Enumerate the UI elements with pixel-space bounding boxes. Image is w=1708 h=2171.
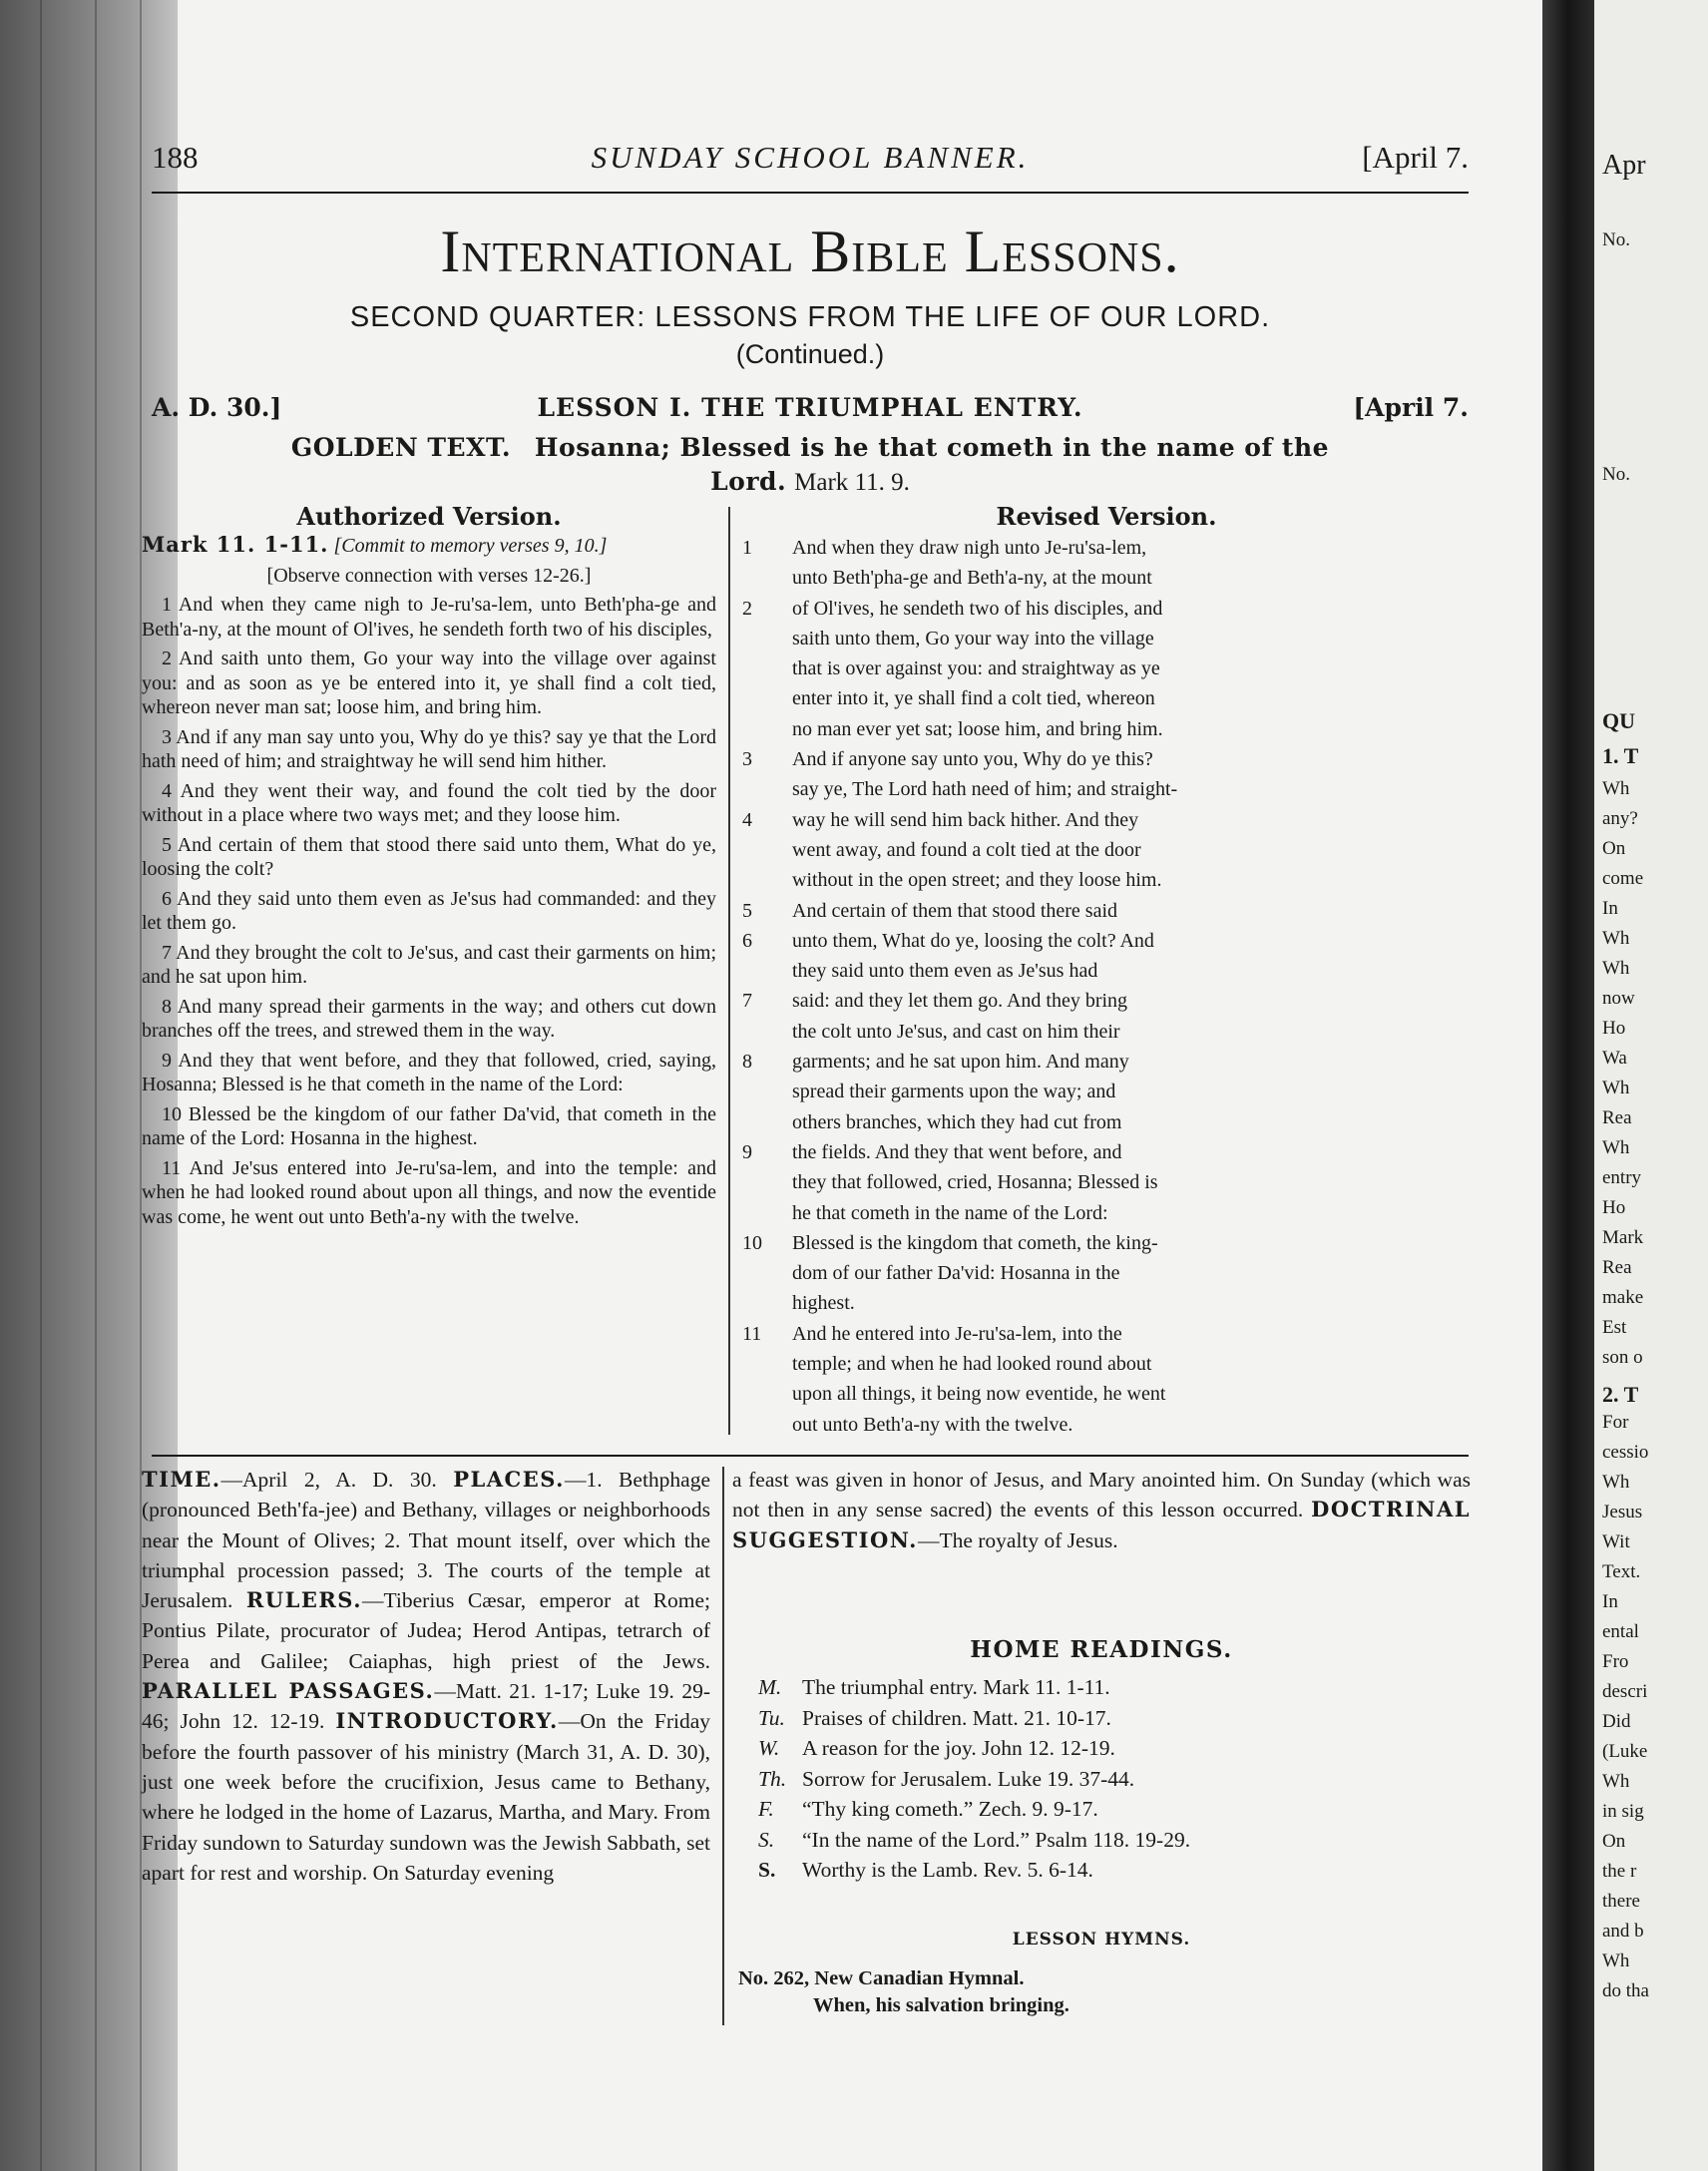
golden-text-line1: Hosanna; Blessed is he that cometh in the name of the [534,433,1330,462]
authorized-ref-note: [Commit to memory verses 9, 10.] [333,535,608,557]
column-divider [728,507,730,1435]
authorized-verse: 1 And when they came nigh to Je-ru'sa-lem, unto Beth'pha-ge and Beth'a-ny, at the mount of Ol'ives, he sendeth forth two of his disciples, [142,594,716,641]
next-page-fragment: Est [1602,1317,1627,1338]
revised-line-text: the fields. And they that went before, and [792,1140,1122,1163]
next-page-fragment: do tha [1602,1980,1649,2001]
revised-line [742,624,1471,653]
next-page-fragment: Ho [1602,1197,1626,1218]
revised-line [742,926,1471,956]
reading-day: W. [758,1736,780,1760]
revised-line [742,1349,1471,1379]
time-label: TIME. [142,1467,221,1492]
reading-day: M. [758,1675,782,1699]
parallel-text: —Matt. 21. 1-17; Luke 19. 29-46; John 12. 12-19. [142,1679,710,1734]
next-page-fragment: Wh [1602,958,1630,979]
reading-text: A reason for the joy. John 12. 12-19. [802,1736,1115,1760]
revised-line [742,1379,1471,1409]
revised-line-text: said: and they let them go. And they bring [792,990,1128,1013]
verse-number: 2 [742,597,752,620]
next-page-fragment: descri [1602,1681,1648,1702]
reading-item [758,1855,1457,1886]
revised-line-text: out unto Beth'a-ny with the twelve. [792,1413,1073,1436]
revised-line [742,896,1471,926]
revised-line [742,1288,1471,1318]
next-page-fragment: 1. T [1602,743,1639,768]
next-page-fragment: Rea [1602,1257,1632,1278]
lesson-notes-left [142,1465,710,1888]
next-page-fragment: ental [1602,1621,1639,1642]
reading-item [758,1733,1457,1764]
next-page-fragment: In [1602,1591,1618,1612]
lesson-year: A. D. 30.] [152,393,282,422]
running-header [152,140,1469,184]
revised-line-text: And if anyone say unto you, Why do ye this? [792,748,1153,771]
reading-item [758,1825,1457,1856]
revised-line [742,1017,1471,1047]
revised-line [742,744,1471,774]
revised-line-text: unto Beth'pha-ge and Beth'a-ny, at the mount [792,567,1152,590]
next-page-fragment: Wh [1602,1771,1630,1792]
revised-line [742,986,1471,1016]
places-text: —1. Bethphage (pronounced Beth'fa-jee) and Bethany, villages or neighborhoods near the Mount of Olives; 2. That mount itself, over which the triumphal procession passed; 3. The courts of the temple at Jerusalem. [142,1468,710,1613]
next-page-fragment: and b [1602,1921,1644,1942]
next-page-fragment: make [1602,1287,1644,1308]
time-text: —April 2, A. D. 30. [220,1468,437,1492]
authorized-ref-bold: Mark 11. 1-11. [142,532,329,557]
next-page-fragment: cessio [1602,1442,1649,1463]
header-date: [April 7. [1362,140,1469,175]
reading-text: The triumphal entry. Mark 11. 1-11. [802,1675,1110,1699]
revised-line [742,1107,1471,1137]
next-page-fragment: Wh [1602,778,1630,799]
reading-day: S. [758,1827,775,1852]
revised-line [742,956,1471,986]
authorized-verse: 10 Blessed be the kingdom of our father Da'vid, that cometh in the name of the Lord: Hosanna in the highest. [142,1102,716,1149]
verse-number: 6 [742,929,752,952]
next-page-fragment: there [1602,1891,1640,1912]
authorized-reference [142,533,716,559]
revised-line-text: saith unto them, Go your way into the village [792,627,1154,650]
header-rule [152,192,1469,194]
next-page-fragment: son o [1602,1347,1643,1368]
verse-number: 9 [742,1140,752,1163]
doctrinal-text: —The royalty of Jesus. [917,1527,1118,1552]
next-page-fragment: On [1602,838,1626,859]
next-page-fragment: entry [1602,1167,1642,1188]
next-page-fragment: QU [1602,708,1635,733]
next-page-fragment: in sig [1602,1801,1644,1822]
authorized-verse: 9 And they that went before, and they that followed, cried, saying, Hosanna; Blessed is he that cometh in the name of the Lord: [142,1049,716,1095]
revised-line [742,1137,1471,1167]
revised-line [742,1258,1471,1288]
page-number: 188 [152,140,199,175]
revised-lines [742,533,1471,1440]
revised-line [742,1047,1471,1077]
revised-line-text: And he entered into Je-ru'sa-lem, into the [792,1322,1122,1345]
authorized-version [142,533,716,1234]
authorized-verse: 5 And certain of them that stood there said unto them, What do ye, loosing the colt? [142,833,716,880]
lesson-date: [April 7. [1353,393,1469,422]
next-page-fragment: No. [1602,464,1630,485]
revised-line [742,1198,1471,1228]
revised-line [742,1319,1471,1349]
revised-line-text: went away, and found a colt tied at the door [792,838,1141,861]
revised-line-text: highest. [792,1292,855,1315]
revised-line-text: the colt unto Je'sus, and cast on him their [792,1020,1120,1043]
page-subtitle: SECOND QUARTER: LESSONS FROM THE LIFE OF OUR LORD. [349,301,1271,333]
revised-line [742,533,1471,563]
next-page-fragment: (Luke [1602,1741,1648,1762]
revised-line-text: others branches, which they had cut from [792,1110,1122,1133]
rulers-label: RULERS. [245,1587,363,1613]
next-page-fragment: In [1602,898,1618,919]
authorized-verse: 4 And they went their way, and found the colt tied by the door without in a place where two ways met; and they loose him. [142,779,716,826]
revised-line [742,1228,1471,1258]
book-gutter [1542,0,1594,2171]
introductory-text: —On the Friday before the fourth passover of his ministry (March 31, A. D. 30), just one week before the crucifixion, Jesus came to Bethany, where he lodged in the home of Lazarus, Martha, and Mary. From Friday sundown to Saturday sundown was the Jewish Sabbath, set apart for rest and worship. On Saturday evening [142,1709,711,1885]
revised-line-text: that is over against you: and straightway as ye [792,657,1160,680]
verse-number: 11 [742,1322,762,1345]
feast-text: a feast was given in honor of Jesus, and Mary anointed him. On Sunday (which was not then in any sense sacred) the events of this lesson occurred. [732,1468,1471,1522]
page-title: International Bible Lessons. [440,218,1180,284]
authorized-heading: Authorized Version. [296,502,562,531]
verse-number: 7 [742,990,752,1013]
authorized-verse: 7 And they brought the colt to Je'sus, and cast their garments on him; and he sat upon him. [142,941,716,988]
reading-text: “Thy king cometh.” Zech. 9. 9-17. [802,1797,1098,1821]
revised-line [742,1410,1471,1440]
revised-line [742,594,1471,624]
next-page-fragment: Wh [1602,1951,1630,1971]
revised-line-text: spread their garments upon the way; and [792,1081,1116,1103]
section-rule [152,1455,1469,1457]
revised-line [742,805,1471,835]
next-page-fragment: come [1602,868,1644,889]
revised-line-text: way he will send him back hither. And they [792,808,1139,831]
revised-line-text: they that followed, cried, Hosanna; Blessed is [792,1171,1158,1194]
verse-number: 4 [742,808,752,831]
verse-number: 1 [742,537,752,559]
next-page-fragment: Wa [1602,1048,1627,1069]
golden-text-reference: Mark 11. 9. [794,469,910,496]
revised-line-text: of Ol'ives, he sendeth two of his disciples, and [792,597,1163,620]
revised-line [742,1167,1471,1197]
reading-day: F. [758,1797,774,1821]
authorized-verse: 8 And many spread their garments in the way; and others cut down branches off the trees, and strewed them in the way. [142,995,716,1042]
revised-line [742,563,1471,593]
parallel-label: PARALLEL PASSAGES. [142,1678,435,1704]
next-page-fragment: the r [1602,1861,1637,1882]
revised-line-text: they said unto them even as Je'sus had [792,960,1098,983]
revised-line-text: temple; and when he had looked round about [792,1353,1152,1376]
reading-item [758,1672,1457,1703]
next-page-fragment: Text. [1602,1561,1641,1582]
revised-line [742,865,1471,895]
revised-line-text: And when they draw nigh unto Je-ru'sa-lem, [792,537,1147,559]
authorized-verse: 6 And they said unto them even as Je'sus had commanded: and they let them go. [142,887,716,934]
revised-line-text: And certain of them that stood there said [792,899,1118,922]
home-readings-title: HOME READINGS. [970,1636,1233,1663]
verse-number: 8 [742,1051,752,1074]
authorized-verse: 3 And if any man say unto you, Why do ye this? say ye that the Lord hath need of him; and straightway he will send him hither. [142,725,716,772]
observe-note: [Observe connection with verses 12-26.] [266,564,592,587]
next-page-fragment: Wh [1602,1137,1630,1158]
reading-item [758,1764,1457,1795]
next-page-fragment: Wh [1602,928,1630,949]
reading-text: Praises of children. Matt. 21. 10-17. [802,1705,1111,1730]
revised-line-text: Blessed is the kingdom that cometh, the king- [792,1231,1158,1254]
verse-number: 10 [742,1231,762,1254]
lesson-notes-right [732,1465,1471,1555]
next-page-fragment: Jesus [1602,1502,1643,1522]
next-page-fragment: now [1602,988,1635,1009]
introductory-label: INTRODUCTORY. [335,1708,559,1734]
revised-line [742,774,1471,804]
home-readings-list [758,1672,1457,1886]
next-page-fragment: Wh [1602,1472,1630,1493]
next-page-edge [1594,0,1708,2171]
reading-text: “In the name of the Lord.” Psalm 118. 19-29. [802,1827,1191,1852]
notes-divider [722,1467,724,2025]
next-page-fragment: any? [1602,808,1638,829]
revised-line-text: dom of our father Da'vid: Hosanna in the [792,1262,1120,1285]
golden-text [152,431,1469,500]
places-label: PLACES. [453,1467,565,1492]
next-page-fragment: On [1602,1831,1626,1852]
next-page-fragment: 2. T [1602,1382,1639,1407]
revised-heading: Revised Version. [996,502,1217,531]
reading-day: S. [758,1858,776,1882]
reading-day: Tu. [758,1705,785,1730]
lesson-hymns [738,1965,1457,2019]
hymn-line-2: When, his salvation bringing. [813,1994,1069,2016]
revised-line-text: enter into it, ye shall find a colt tied, whereon [792,687,1155,710]
next-page-fragment: Fro [1602,1651,1629,1672]
authorized-verses [142,593,716,1229]
revised-line-text: unto them, What do ye, loosing the colt? And [792,929,1154,952]
hymn-line-1: No. 262, New Canadian Hymnal. [738,1967,1025,1989]
next-page-fragment: Mark [1602,1227,1644,1248]
doctrinal-label: DOCTRINAL SUGGESTION. [732,1497,1471,1552]
revised-version [742,533,1471,1440]
golden-text-line2: Lord. [710,467,787,496]
authorized-verse: 2 And saith unto them, Go your way into the village over against you: and as soon as ye be entered into it, ye shall find a colt tied, whereon never man sat; loose him, and bring him. [142,648,716,718]
revised-line [742,835,1471,865]
revised-line [742,714,1471,744]
next-page-fragment: Ho [1602,1018,1626,1039]
revised-line-text: without in the open street; and they loose him. [792,869,1162,892]
next-page-fragment: No. [1602,229,1630,250]
reading-text: Worthy is the Lamb. Rev. 5. 6-14. [802,1858,1093,1882]
next-page-fragment: Wit [1602,1531,1630,1552]
revised-line [742,653,1471,683]
revised-line [742,1077,1471,1106]
revised-line [742,683,1471,713]
reading-text: Sorrow for Jerusalem. Luke 19. 37-44. [802,1766,1135,1791]
verse-number: 3 [742,748,752,771]
magazine-title: SUNDAY SCHOOL BANNER. [591,140,1030,175]
verse-number: 5 [742,899,752,922]
reading-item [758,1703,1457,1734]
lesson-hymns-title: LESSON HYMNS. [1012,1930,1191,1950]
authorized-verse: 11 And Je'sus entered into Je-ru'sa-lem, and into the temple: and when he had looked round about upon all things, and now the eventide was come, he went out unto Beth'a-ny with the twelve. [142,1156,716,1228]
next-page-fragment: Rea [1602,1107,1632,1128]
lesson-name: LESSON I. THE TRIUMPHAL ENTRY. [537,393,1083,422]
revised-line-text: he that cometh in the name of the Lord: [792,1201,1108,1224]
reading-item [758,1794,1457,1825]
reading-day: Th. [758,1766,787,1791]
revised-line-text: say ye, The Lord hath need of him; and straight- [792,778,1178,801]
revised-line-text: garments; and he sat upon him. And many [792,1051,1129,1074]
rulers-text: —Tiberius Cæsar, emperor at Rome; Pontius Pilate, procurator of Judea; Herod Antipas, tetrarch of Perea and Galilee; Caiaphas, high priest of the Jews. [142,1588,711,1673]
next-page-fragment: Did [1602,1711,1631,1732]
next-page-fragment: For [1602,1412,1629,1433]
continued-note: (Continued.) [735,339,885,369]
golden-text-label: GOLDEN TEXT. [290,433,512,462]
revised-line-text: upon all things, it being now eventide, he went [792,1383,1166,1406]
revised-line-text: no man ever yet sat; loose him, and bring him. [792,717,1163,740]
next-page-fragment: Apr [1602,150,1646,181]
next-page-fragment: Wh [1602,1078,1630,1098]
